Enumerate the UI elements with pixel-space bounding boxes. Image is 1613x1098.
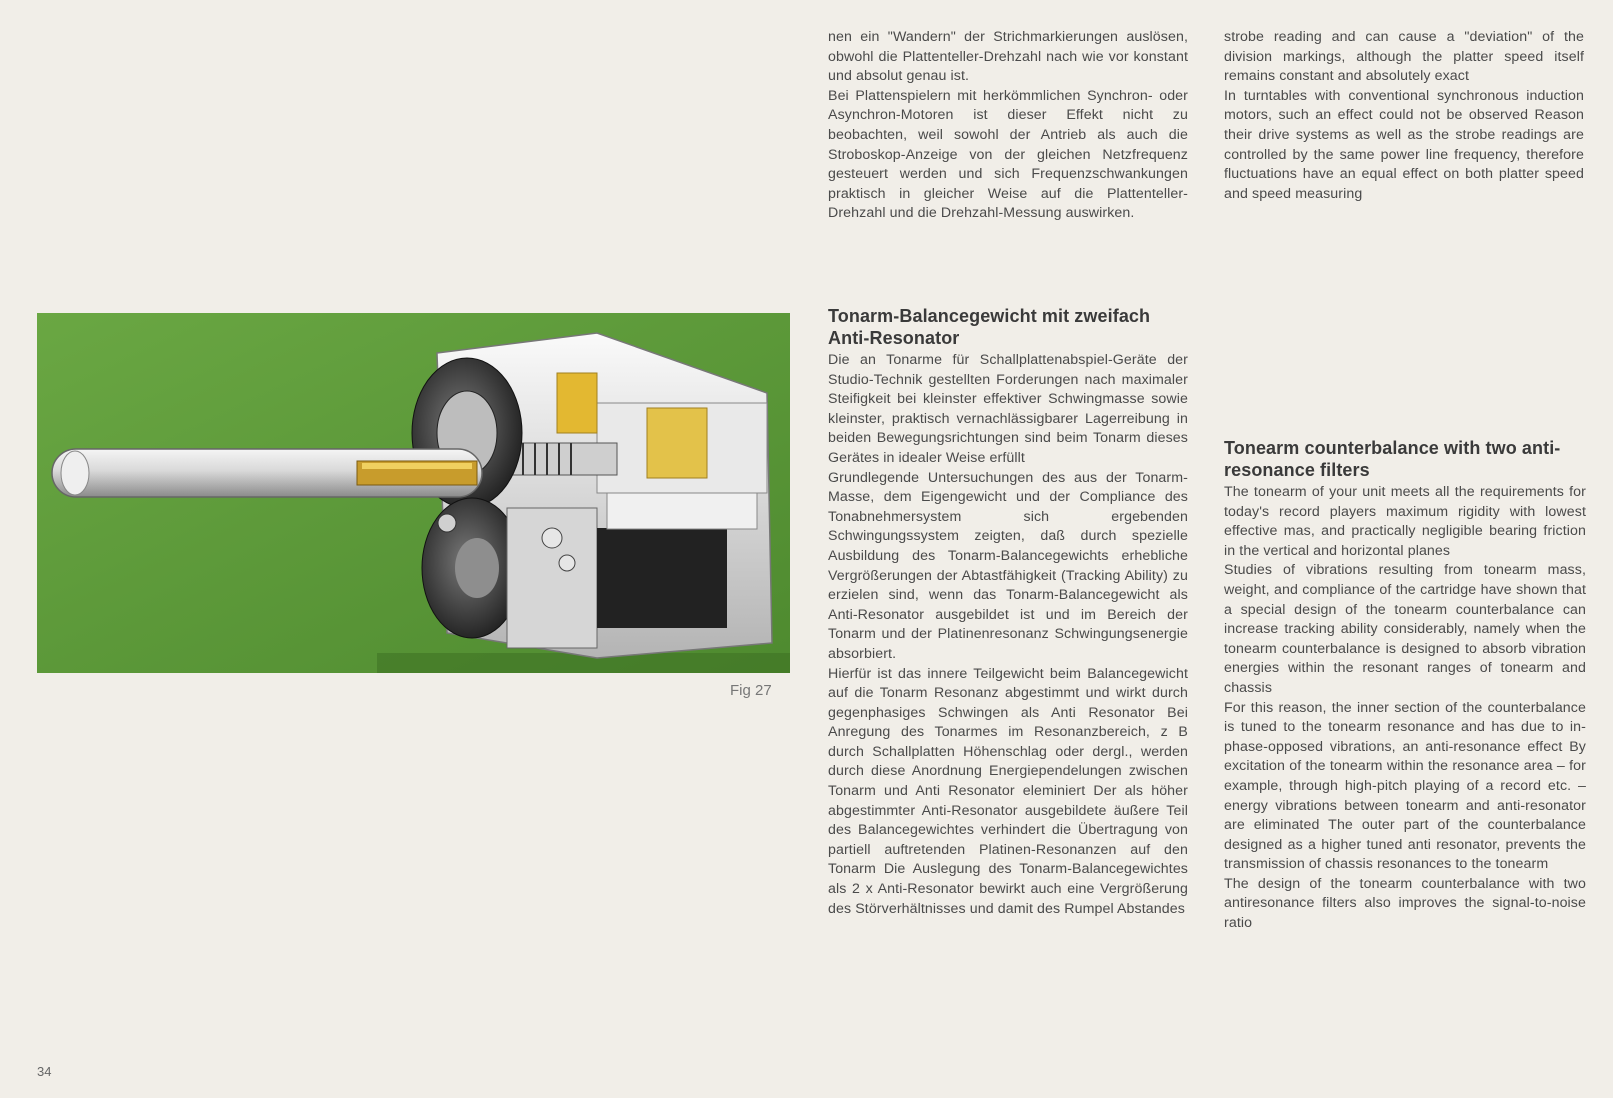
- german-text-top: [828, 28, 1188, 224]
- paragraph: For this reason, the inner section of the counterbalance is tuned to the tonearm resonance and has due to in-phase-opposed vibrations, an anti-resonance effect By excitation of the tonearm within the resonance area – for example, through high-pitch playing of a record etc. – energy vibrations between tonearm and anti-resonator are eliminated The outer part of the counterbalance designed as a higher tuned anti resonator, prevents the transmission of chassis resonances to the tonearm: [1224, 699, 1586, 873]
- section-heading: Tonearm counterbalance with two anti-resonance filters: [1224, 438, 1561, 480]
- paragraph: Grundlegende Untersuchungen des aus der Tonarm-Masse, dem Eigengewicht und der Compliance des Tonabnehmersystem sich ergebenden Schwingungssystem zeigten, daß durch spezielle Ausbildung des Tonarm-Balancegewichts erhebliche Vergrößerungen der Abtastfähigkeit (Tracking Ability) zu erzielen sind, wenn das Tonarm-Balancegewicht als Anti-Resonator ausgebildet ist und im Bereich der Tonarm und der Platinenresonanz Schwingungsenergie absorbiert.: [828, 469, 1188, 662]
- paragraph: The design of the tonearm counterbalance with two antiresonance filters also improves the signal-to-noise ratio: [1224, 875, 1586, 932]
- paragraph: nen ein "Wandern" der Strichmarkierungen auslösen, obwohl die Plattenteller-Drehzahl nach wie vor konstant und absolut genau ist.: [828, 29, 1188, 85]
- tonearm-counterbalance-photo: [37, 313, 790, 673]
- paragraph: In turntables with conventional synchronous induction motors, such an effect could not be observed Reason their drive systems as well as the strobe readings are controlled by the same power line frequency, therefore fluctuations have an equal effect on both platter speed and speed measuring: [1224, 87, 1584, 202]
- paragraph: Die an Tonarme für Schallplattenabspiel-Geräte der Studio-Technik gestellten Forderungen nach maximaler Steifigkeit bei kleinster effektiver Schwingmasse sowie kleinster, praktisch vernachlässigbarer Lagerreibung in beiden Bewegungsrichtungen sind beim Tonarm dieses Gerätes in idealer Weise erfüllt: [828, 352, 1188, 466]
- english-text-top: [1224, 28, 1584, 204]
- paragraph: Bei Plattenspielern mit herkömmlichen Synchron- oder Asynchron-Motoren ist dieser Effekt nicht zu beobachten, weil sowohl der Antrieb als auch die Stroboskop-Anzeige von der gleichen Netzfrequenz gesteuert werden und sich Frequenzschwankungen praktisch in gleicher Weise auf die Plattenteller-Drehzahl und die Drehzahl-Messung auswirken.: [828, 87, 1188, 222]
- paragraph: The tonearm of your unit meets all the requirements for today's record players maximum rigidity with lowest effective mas, and practically negligible bearing friction in the vertical and horizontal planes: [1224, 484, 1586, 559]
- section-heading: Tonarm-Balancegewicht mit zweifach Anti-Resonator: [828, 306, 1151, 348]
- figure-caption: Fig 27: [730, 682, 772, 699]
- german-section: [828, 305, 1188, 919]
- paragraph: Studies of vibrations resulting from tonearm mass, weight, and compliance of the cartridge have shown that a special design of the tonearm counterbalance can increase tracking ability considerably, namely when the tonearm counterbalance is designed to absorb vibration energies within the resonant ranges of tonearm and chassis: [1224, 562, 1586, 696]
- english-section: [1224, 437, 1586, 934]
- tonearm-cutaway-illustration: [37, 313, 790, 673]
- page-number: 34: [37, 1064, 52, 1079]
- paragraph: Hierfür ist das innere Teilgewicht beim Balancegewicht auf die Tonarm Resonanz abgestimmt und wirkt durch gegenphasiges Schwingen als Anti Resonator Bei Anregung des Tonarmes im Resonanzbereich, z B durch Schallplatten Höhenschlag oder dergl., werden durch diese Anordnung Energiependelungen zwischen Tonarm und Anti Resonator eleminiert Der als höher abgestimmter Anti-Resonator ausgebildete äußere Teil des Balancegewichtes verhindert die Übertragung von partiell auftretenden Platinen-Resonanzen auf den Tonarm Die Auslegung des Tonarm-Balancegewichtes als 2 x Anti-Resonator bewirkt auch eine Vergrößerung des Störverhältnisses und damit des Rumpel Abstandes: [828, 665, 1188, 917]
- paragraph: strobe reading and can cause a "deviation" of the division markings, although the platter speed itself remains constant and absolutely exact: [1224, 29, 1584, 85]
